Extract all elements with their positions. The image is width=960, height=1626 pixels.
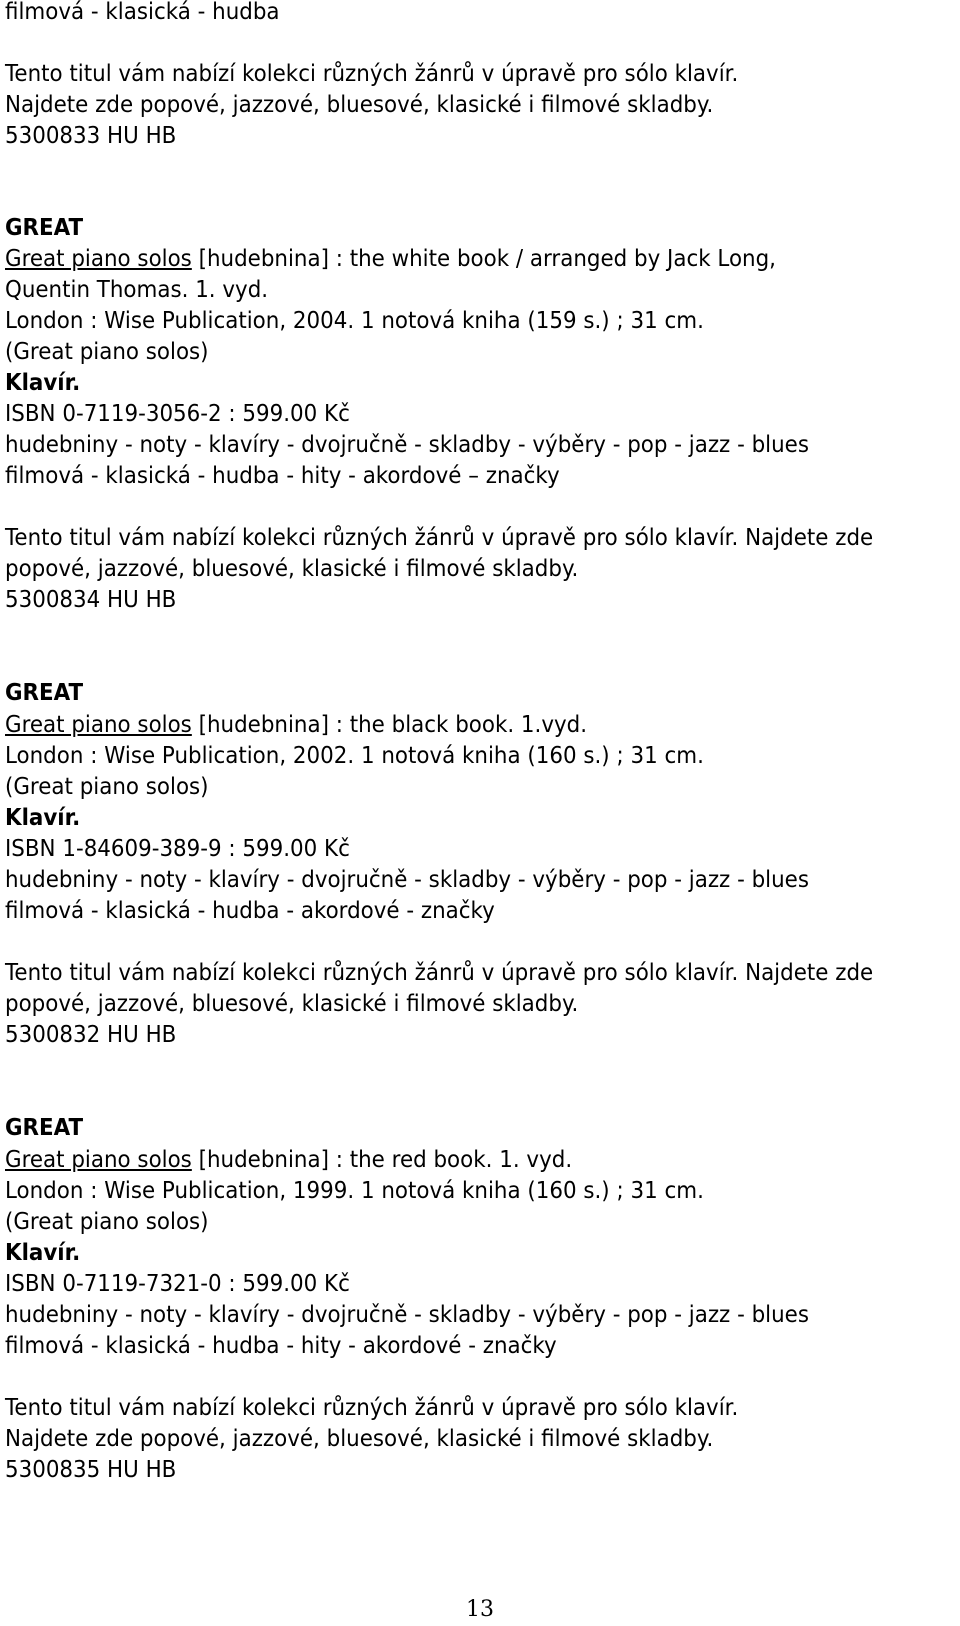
- title-rest: [hudebnina] : the red book. 1. vyd.: [191, 1147, 573, 1173]
- title-link[interactable]: Great piano solos: [5, 712, 192, 738]
- entry-isbn: ISBN 0-7119-3056-2 : 599.00 Kč: [5, 401, 350, 427]
- entry-heading: GREAT: [5, 680, 84, 706]
- entry-code: 5300833 HU HB: [5, 123, 177, 149]
- entry-subjects: filmová - klasická - hudba - hity - akordové - značky: [5, 1333, 557, 1359]
- entry-description: Tento titul vám nabízí kolekci různých žánrů v úpravě pro sólo klavír. Najdete zde: [5, 960, 874, 986]
- entry-subjects: hudebniny - noty - klavíry - dvojručně - skladby - výběry - pop - jazz - blues: [5, 1302, 809, 1328]
- entry-description: popové, jazzové, bluesové, klasické i filmové skladby.: [5, 556, 579, 582]
- entry-title-continued: Quentin Thomas. 1. vyd.: [5, 277, 269, 303]
- entry-isbn: ISBN 1-84609-389-9 : 599.00 Kč: [5, 836, 350, 862]
- entry-subjects: filmová - klasická - hudba - akordové - značky: [5, 898, 495, 924]
- page-number: 13: [466, 1597, 494, 1622]
- entry-heading: GREAT: [5, 215, 84, 241]
- entry-instrument: Klavír.: [5, 805, 81, 831]
- entry-series: (Great piano solos): [5, 339, 209, 365]
- entry-publication: London : Wise Publication, 1999. 1 notová kniha (160 s.) ; 31 cm.: [5, 1178, 704, 1204]
- entry-description: popové, jazzové, bluesové, klasické i filmové skladby.: [5, 991, 579, 1017]
- title-rest: [hudebnina] : the white book / arranged by Jack Long,: [191, 246, 776, 272]
- entry-subjects: hudebniny - noty - klavíry - dvojručně - skladby - výběry - pop - jazz - blues: [5, 867, 809, 893]
- entry-description: Tento titul vám nabízí kolekci různých žánrů v úpravě pro sólo klavír.: [5, 61, 739, 87]
- entry-publication: London : Wise Publication, 2002. 1 notová kniha (160 s.) ; 31 cm.: [5, 743, 704, 769]
- entry-instrument: Klavír.: [5, 370, 81, 396]
- entry-series: (Great piano solos): [5, 774, 209, 800]
- entry-code: 5300832 HU HB: [5, 1022, 177, 1048]
- entry-isbn: ISBN 0-7119-7321-0 : 599.00 Kč: [5, 1271, 350, 1297]
- entry-subjects: filmová - klasická - hudba - hity - akordové – značky: [5, 463, 560, 489]
- entry-description: Najdete zde popové, jazzové, bluesové, klasické i filmové skladby.: [5, 92, 714, 118]
- entry-heading: GREAT: [5, 1115, 84, 1141]
- entry-title: [5, 710, 587, 741]
- entry-code: 5300834 HU HB: [5, 587, 177, 613]
- entry-title: [5, 1145, 572, 1176]
- entry-title: [5, 244, 776, 275]
- title-rest: [hudebnina] : the black book. 1.vyd.: [191, 712, 588, 738]
- entry-subjects: hudebniny - noty - klavíry - dvojručně - skladby - výběry - pop - jazz - blues: [5, 432, 809, 458]
- title-link[interactable]: Great piano solos: [5, 246, 192, 272]
- title-link[interactable]: Great piano solos: [5, 1147, 192, 1173]
- entry-description: Tento titul vám nabízí kolekci různých žánrů v úpravě pro sólo klavír.: [5, 1395, 739, 1421]
- entry-instrument: Klavír.: [5, 1240, 81, 1266]
- entry-series: (Great piano solos): [5, 1209, 209, 1235]
- entry-code: 5300835 HU HB: [5, 1457, 177, 1483]
- entry-publication: London : Wise Publication, 2004. 1 notová kniha (159 s.) ; 31 cm.: [5, 308, 704, 334]
- entry-description: Najdete zde popové, jazzové, bluesové, klasické i filmové skladby.: [5, 1426, 714, 1452]
- entry-description: Tento titul vám nabízí kolekci různých žánrů v úpravě pro sólo klavír. Najdete zde: [5, 525, 874, 551]
- entry-subjects-tail: filmová - klasická - hudba: [5, 0, 280, 25]
